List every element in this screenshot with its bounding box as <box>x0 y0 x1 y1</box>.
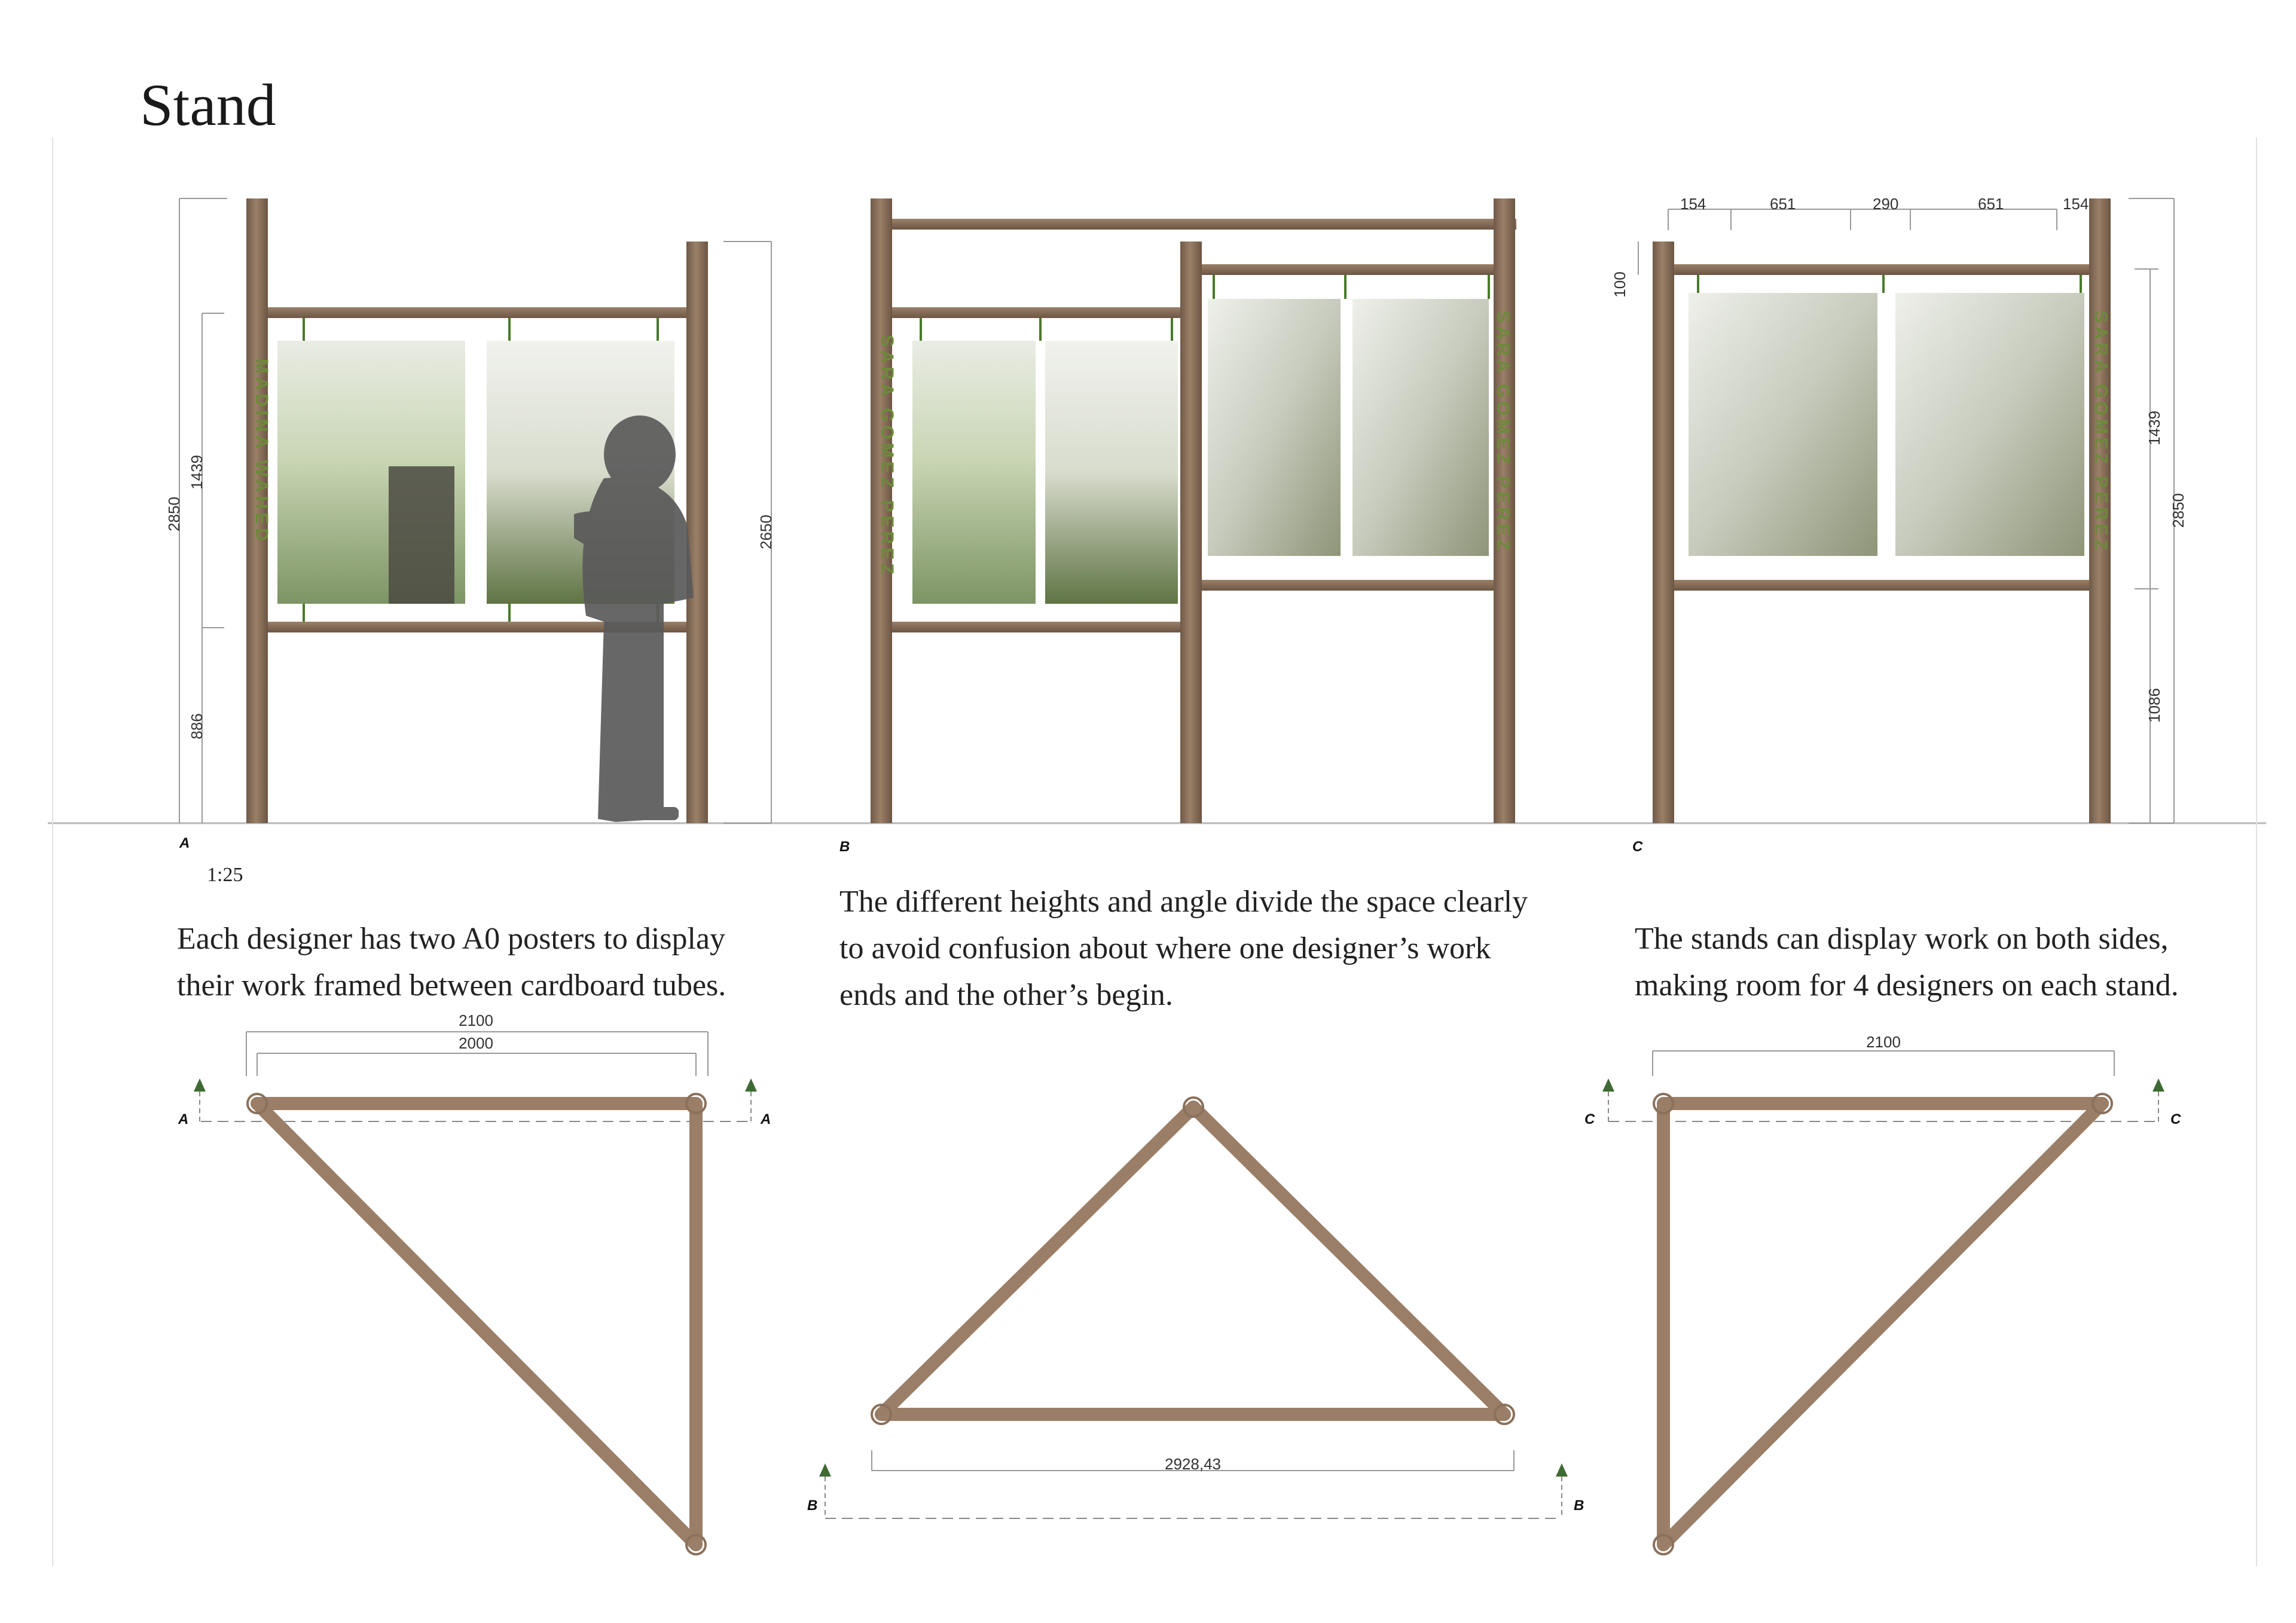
green-clips-c <box>1698 275 2081 293</box>
tube-c-top <box>1668 264 2095 275</box>
poster-b-left-2 <box>1045 341 1178 604</box>
plan-b-label-left: B <box>807 1497 818 1514</box>
tube-a-top <box>263 307 689 318</box>
tube-c-left <box>1653 242 1674 823</box>
dim-c-top-2: 651 <box>1770 195 1796 213</box>
caption-b <box>839 879 1557 1019</box>
plan-c-dimensions <box>1653 1051 2114 1076</box>
plan-a <box>178 1011 771 1554</box>
designer-label-a: MADINA WAHED <box>252 359 271 545</box>
dim-c-top-1: 154 <box>1680 195 1706 213</box>
tube-b-middle <box>1180 242 1202 823</box>
plan-b-nodes <box>872 1098 1514 1424</box>
dim-plan-c-top: 2100 <box>1866 1033 1901 1051</box>
plan-a-label-left: A <box>178 1111 189 1127</box>
plan-c-tubes <box>1663 1104 2102 1545</box>
section-arrow-c <box>1602 1078 2164 1092</box>
dim-a-right: 2650 <box>757 515 775 549</box>
dim-plan-a-outer: 2100 <box>459 1011 493 1029</box>
tube-b-left-top <box>889 307 1187 318</box>
tube-b-top-long <box>889 219 1516 230</box>
poster-b-right-1 <box>1208 299 1341 556</box>
elevation-a <box>165 198 775 851</box>
dim-c-top-3: 290 <box>1873 195 1899 213</box>
caption-b-line-1: The different heights and angle divide the space clearly <box>839 885 1528 919</box>
dim-plan-a-inner: 2000 <box>459 1034 493 1052</box>
caption-a <box>177 916 775 1009</box>
dim-c-low: 1086 <box>2145 688 2163 723</box>
dim-a-mid: 1439 <box>188 455 206 490</box>
caption-c-line-1: The stands can display work on both sides, <box>1635 922 2169 956</box>
dim-c-top-4: 651 <box>1978 195 2004 213</box>
section-label-b: B <box>839 839 850 855</box>
scale-label: 1:25 <box>207 864 243 886</box>
caption-a-line-2: their work framed between cardboard tubes. <box>177 968 726 1002</box>
poster-b-left-1 <box>912 341 1036 604</box>
section-arrow-a <box>194 1078 757 1092</box>
dim-c-top-5: 154 <box>2063 195 2089 213</box>
dim-plan-b-base: 2928,43 <box>1165 1455 1221 1473</box>
poster-c-right <box>1895 293 2084 556</box>
designer-label-c: SARA GOMEZ PEREZ <box>2091 311 2111 554</box>
plan-c-label-right: C <box>2170 1111 2181 1127</box>
caption-a-line-1: Each designer has two A0 posters to display <box>177 922 726 956</box>
dim-a-total: 2850 <box>165 497 183 531</box>
plan-b <box>807 1098 1584 1518</box>
tube-c-bottom <box>1668 580 2095 591</box>
dim-c-mid: 1439 <box>2145 411 2163 445</box>
tube-a-right <box>686 242 708 823</box>
plan-b-tubes <box>881 1107 1504 1414</box>
tube-b-left-bottom <box>889 622 1187 632</box>
dim-a-low: 886 <box>188 713 206 739</box>
elevation-c <box>1611 195 2187 855</box>
plan-b-label-right: B <box>1574 1497 1584 1514</box>
tube-b-right-top <box>1196 264 1507 275</box>
poster-a-building <box>389 466 454 604</box>
dim-c-gap: 100 <box>1611 271 1629 298</box>
designer-label-b-right: SARA GOMEZ PEREZ <box>1493 311 1513 554</box>
poster-b-right-2 <box>1352 299 1489 556</box>
plan-a-label-right: A <box>761 1111 771 1127</box>
plan-c <box>1584 1033 2181 1554</box>
elevation-b <box>839 198 1516 855</box>
plan-a-tubes <box>257 1104 696 1545</box>
caption-b-line-3: ends and the other’s begin. <box>839 978 1173 1012</box>
plan-c-label-left: C <box>1584 1111 1595 1127</box>
page-title: Stand <box>140 72 276 138</box>
dim-c-total: 2850 <box>2169 493 2187 528</box>
caption-b-line-2: to avoid confusion about where one designer’s work <box>839 931 1491 965</box>
designer-label-b-left: SARA GOMEZ PEREZ <box>877 335 897 578</box>
section-label-c: C <box>1632 839 1643 855</box>
caption-c <box>1635 916 2233 1009</box>
poster-c-left <box>1689 293 1877 556</box>
section-label-a: A <box>179 835 190 851</box>
tube-b-right-bottom <box>1196 580 1507 591</box>
caption-c-line-2: making room for 4 designers on each stand. <box>1635 968 2179 1002</box>
